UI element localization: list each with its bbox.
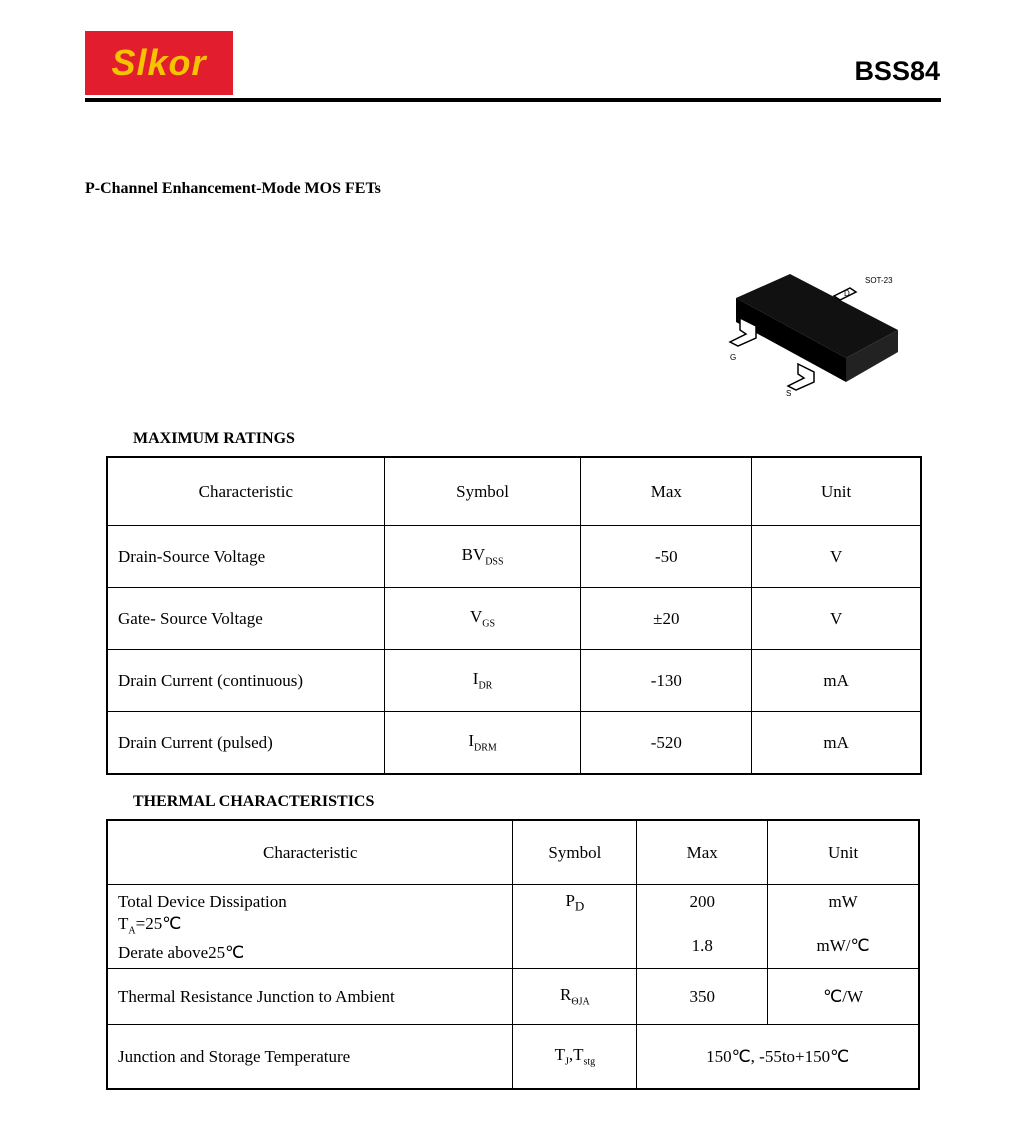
max-ratings-table <box>107 457 921 774</box>
unit-cell: mA <box>752 712 921 774</box>
header-unit: Unit <box>768 821 919 885</box>
table-row <box>108 588 921 650</box>
max-cell: 350 <box>637 969 768 1025</box>
unit-cell: V <box>752 526 921 588</box>
table-row <box>108 526 921 588</box>
characteristic-cell: Thermal Resistance Junction to Ambient <box>108 969 513 1025</box>
table-header-row <box>108 458 921 526</box>
pin-s-label: S <box>786 389 792 398</box>
characteristic-cell: Total Device Dissipation $T_A=25℃$ Derate above25℃ <box>108 885 513 969</box>
sot23-package-icon <box>722 268 912 400</box>
header-max: Max <box>581 458 752 526</box>
max-cell: -520 <box>581 712 752 774</box>
characteristic-cell: Drain-Source Voltage <box>108 526 385 588</box>
symbol-cell: $T_J,T_{stg}$ <box>513 1025 637 1089</box>
header-divider <box>85 98 941 102</box>
characteristic-cell: Junction and Storage Temperature <box>108 1025 513 1089</box>
temperature-range-cell: 150℃, -55to+150℃ <box>637 1025 919 1089</box>
table-row <box>108 885 919 969</box>
max-cell: ±20 <box>581 588 752 650</box>
header-unit: Unit <box>752 458 921 526</box>
symbol-cell: $R_{\Theta JA}$ <box>513 969 637 1025</box>
max-cell: 200 1.8 <box>637 885 768 969</box>
max-ratings-title: MAXIMUM RATINGS <box>133 430 295 447</box>
symbol-cell: $BV_{DSS}$ <box>384 526 581 588</box>
thermal-table <box>107 820 919 1089</box>
header-symbol: Symbol <box>384 458 581 526</box>
unit-cell: mA <box>752 650 921 712</box>
table-row <box>108 1025 919 1089</box>
symbol-cell: $V_{GS}$ <box>384 588 581 650</box>
pin-d-label: D <box>844 289 850 298</box>
unit-cell: V <box>752 588 921 650</box>
unit-cell: ℃/W <box>768 969 919 1025</box>
package-label: SOT-23 <box>865 276 893 285</box>
table-row <box>108 712 921 774</box>
logo-text: Slkor <box>111 42 207 83</box>
company-logo <box>85 31 233 95</box>
unit-cell: mW mW/℃ <box>768 885 919 969</box>
characteristic-cell: Gate- Source Voltage <box>108 588 385 650</box>
header-characteristic: Characteristic <box>108 821 513 885</box>
symbol-cell: $I_{DR}$ <box>384 650 581 712</box>
pin-g-label: G <box>730 353 737 362</box>
symbol-cell: $P_D$ <box>513 885 637 969</box>
device-subtitle: P-Channel Enhancement-Mode MOS FETs <box>85 180 381 197</box>
thermal-title: THERMAL CHARACTERISTICS <box>133 793 375 810</box>
symbol-cell: $I_{DRM}$ <box>384 712 581 774</box>
characteristic-cell: Drain Current (pulsed) <box>108 712 385 774</box>
header-characteristic: Characteristic <box>108 458 385 526</box>
header-max: Max <box>637 821 768 885</box>
header-symbol: Symbol <box>513 821 637 885</box>
characteristic-cell: Drain Current (continuous) <box>108 650 385 712</box>
part-number: BSS84 <box>854 56 940 86</box>
table-row <box>108 969 919 1025</box>
max-cell: -130 <box>581 650 752 712</box>
table-row <box>108 650 921 712</box>
max-cell: -50 <box>581 526 752 588</box>
table-header-row <box>108 821 919 885</box>
